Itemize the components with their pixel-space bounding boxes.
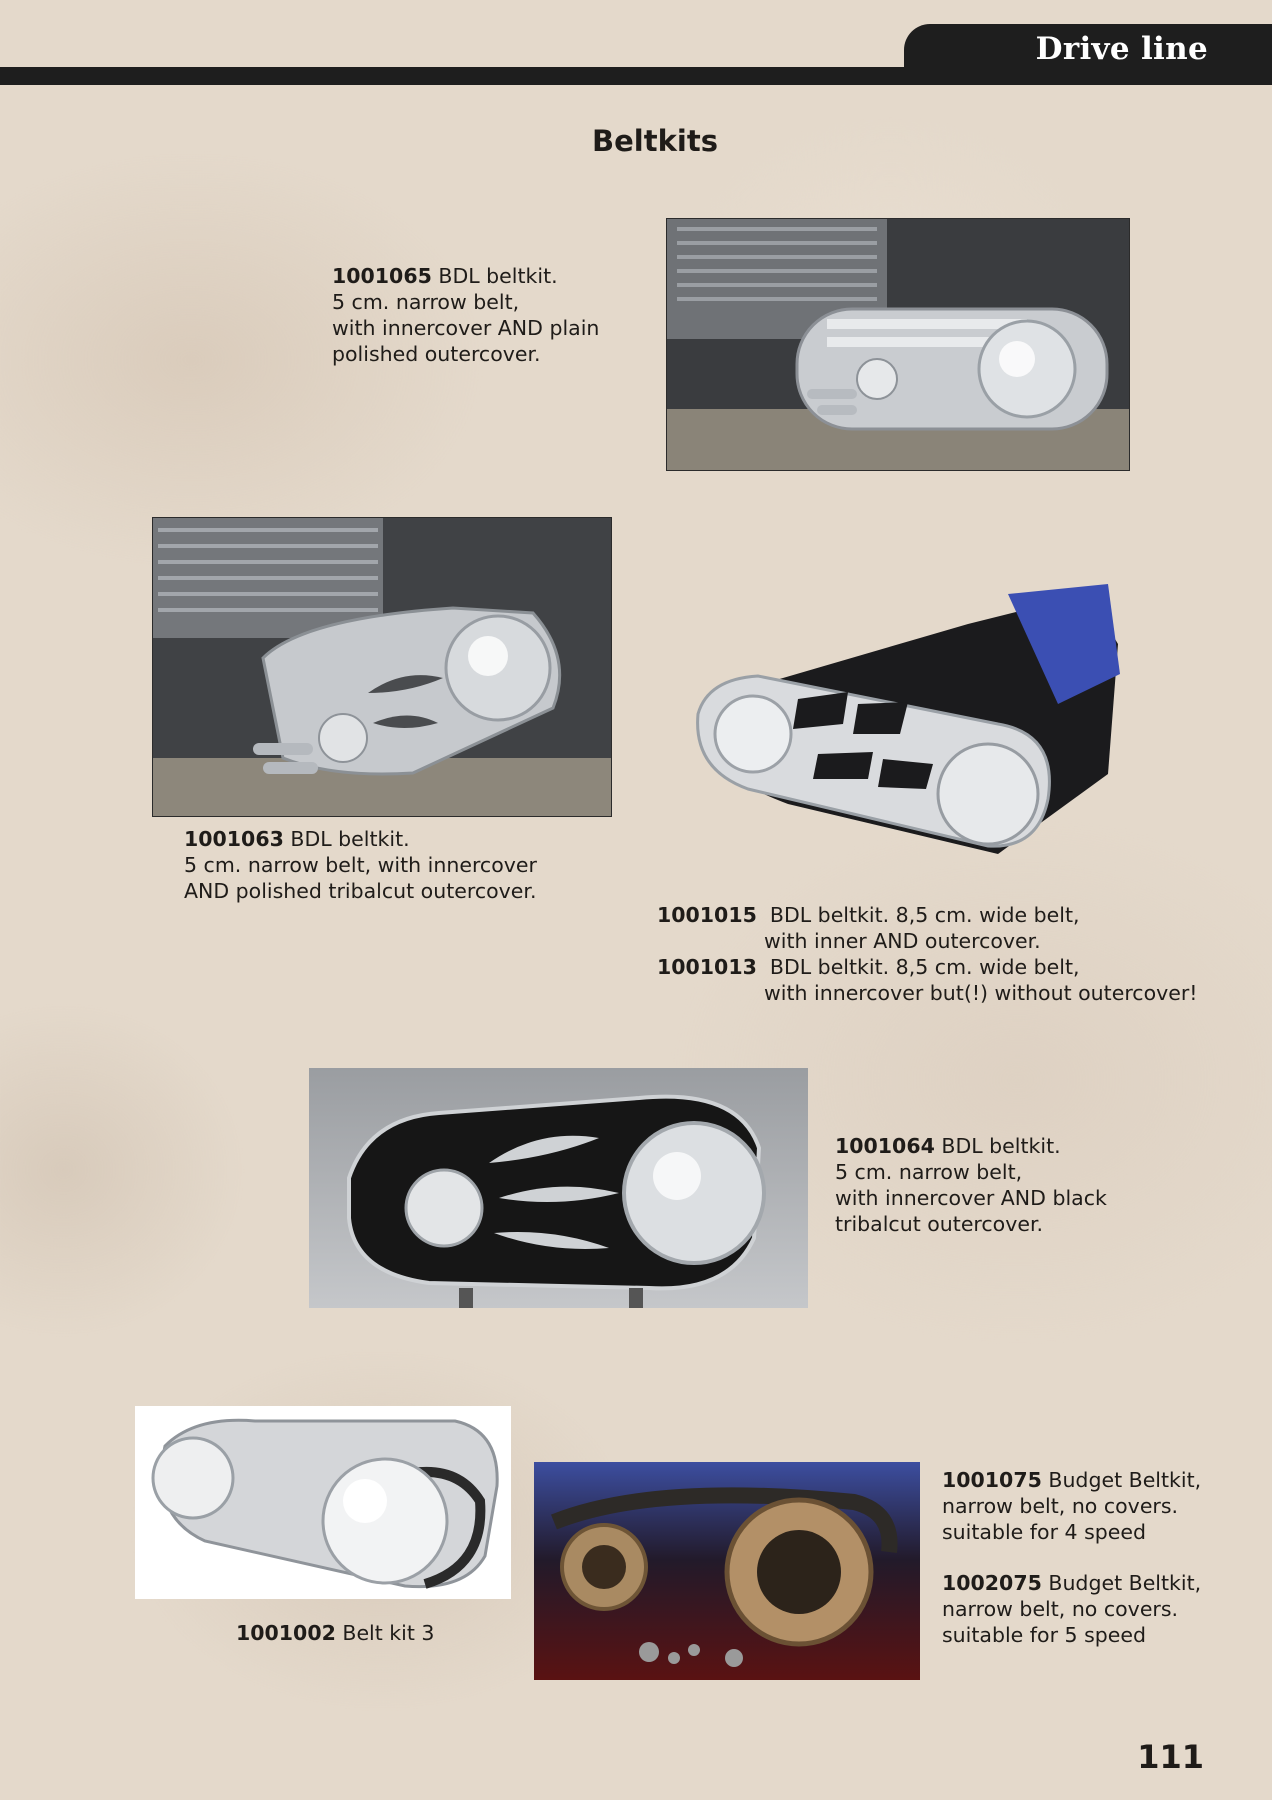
item-1001065 [332, 263, 599, 367]
product-photo-1001065 [666, 218, 1130, 471]
item-1001013 [657, 954, 1198, 1006]
item-line: 5 cm. narrow belt, with innercover [184, 853, 537, 877]
item-title: BDL beltkit. [934, 1134, 1061, 1158]
item-title: BDL beltkit. [283, 827, 410, 851]
item-1001064 [835, 1133, 1107, 1237]
item-code: 1001075 [942, 1468, 1042, 1492]
product-photo-1001063 [152, 517, 612, 817]
item-title: BDL beltkit. [431, 264, 558, 288]
item-line: suitable for 5 speed [942, 1623, 1146, 1647]
item-code: 1001064 [835, 1134, 935, 1158]
item-line: tribalcut outercover. [835, 1212, 1044, 1236]
item-title: Budget Beltkit, [1041, 1468, 1202, 1492]
item-line: with innercover AND plain [332, 316, 600, 340]
item-code: 1002075 [942, 1571, 1042, 1595]
item-code: 1001002 [236, 1621, 336, 1645]
product-photo-1001002 [135, 1406, 511, 1599]
item-1001075 [942, 1467, 1201, 1545]
item-title: Budget Beltkit, [1041, 1571, 1202, 1595]
item-1001063 [184, 826, 537, 904]
item-line: 5 cm. narrow belt, [835, 1160, 1023, 1184]
item-line: AND polished tribalcut outercover. [184, 879, 537, 903]
product-photo-1001075 [534, 1462, 920, 1680]
item-line: polished outercover. [332, 342, 541, 366]
page-heading: Beltkits [592, 124, 718, 158]
item-1001002 [236, 1620, 434, 1646]
item-code: 1001015 [657, 903, 757, 927]
product-photo-1001015 [668, 584, 1128, 880]
item-code: 1001013 [657, 955, 757, 979]
product-photo-1001064 [309, 1068, 808, 1308]
item-line: narrow belt, no covers. [942, 1597, 1179, 1621]
item-1001015 [657, 902, 1080, 954]
item-code: 1001065 [332, 264, 432, 288]
item-line: with inner AND outercover. [764, 929, 1041, 953]
item-line: with innercover AND black [835, 1186, 1107, 1210]
item-title: Belt kit 3 [335, 1621, 435, 1645]
item-line: narrow belt, no covers. [942, 1494, 1179, 1518]
item-title: BDL beltkit. 8,5 cm. wide belt, [756, 955, 1080, 979]
item-1002075 [942, 1570, 1201, 1648]
page-number: 111 [1137, 1738, 1204, 1776]
item-line: suitable for 4 speed [942, 1520, 1146, 1544]
item-code: 1001063 [184, 827, 284, 851]
section-title: Drive line [1035, 31, 1208, 67]
item-line: 5 cm. narrow belt, [332, 290, 520, 314]
item-line: with innercover but(!) without outercover! [764, 981, 1198, 1005]
item-title: BDL beltkit. 8,5 cm. wide belt, [756, 903, 1080, 927]
